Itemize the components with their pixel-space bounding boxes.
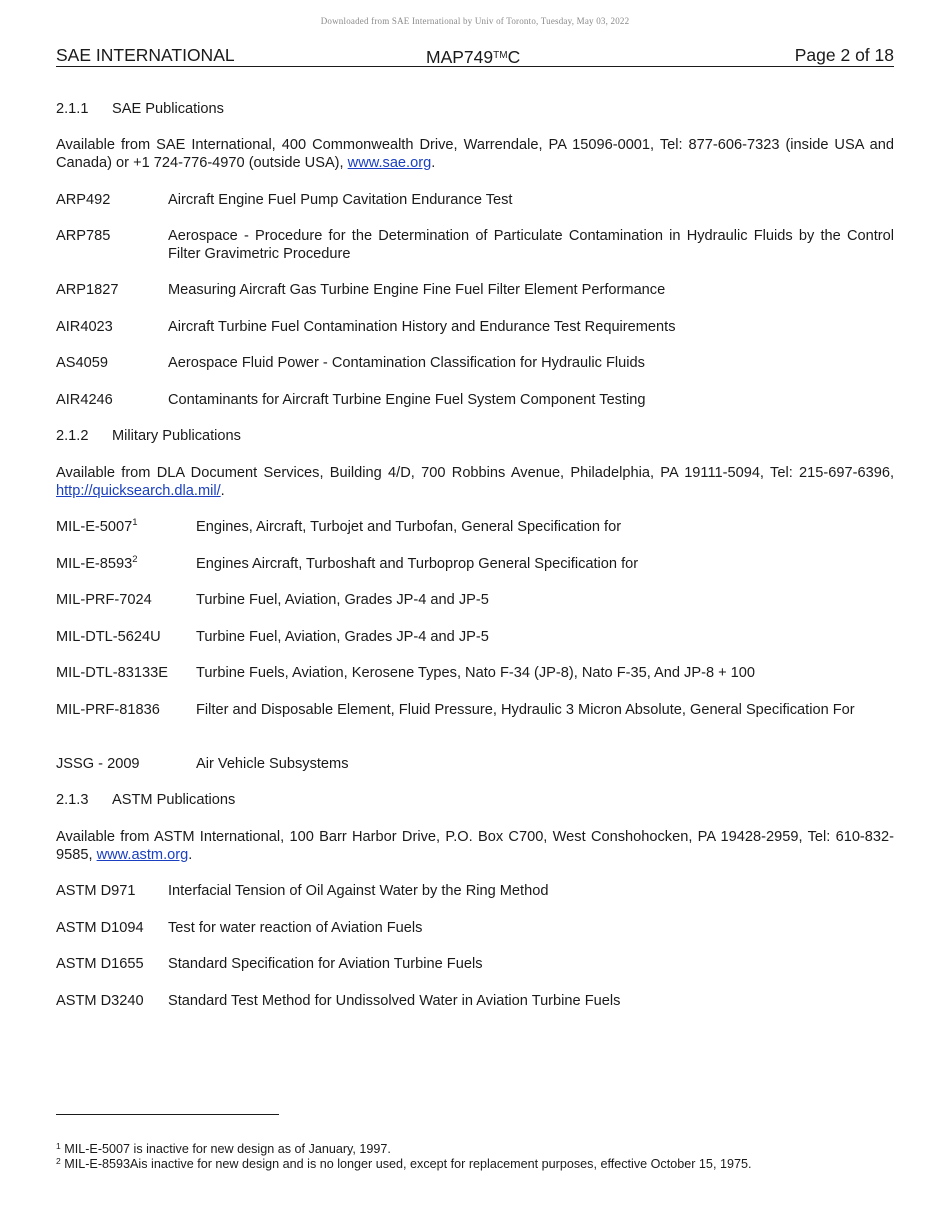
reference-title: Aircraft Engine Fuel Pump Cavitation Endurance Test	[168, 192, 513, 208]
reference-title: Air Vehicle Subsystems	[196, 756, 349, 772]
reference-code-text: MIL-E-8593	[56, 556, 133, 572]
footnote-mark: 1	[56, 1141, 61, 1151]
reference-title: Aircraft Turbine Fuel Contamination History and Endurance Test Requirements	[168, 319, 676, 335]
period: .	[188, 847, 193, 863]
reference-code: AS4059	[56, 355, 108, 371]
period: .	[220, 483, 225, 499]
reference-code	[56, 518, 138, 536]
footnote-2	[56, 1157, 894, 1172]
section-title: SAE Publications	[112, 101, 224, 117]
footnote-1	[56, 1142, 894, 1157]
section-number: 2.1.1	[56, 101, 89, 117]
header-doc-suffix: C	[507, 47, 521, 67]
reference-title: Engines, Aircraft, Turbojet and Turbofan, General Specification for	[196, 519, 622, 535]
reference-code: ASTM D1655	[56, 956, 144, 972]
astm-availability	[56, 828, 894, 864]
reference-code: ASTM D3240	[56, 993, 144, 1009]
reference-title: Standard Specification for Aviation Turbine Fuels	[168, 956, 483, 972]
reference-title: Engines Aircraft, Turboshaft and Turboprop General Specification for	[196, 556, 639, 572]
footnote-text: MIL-E-8593Ais inactive for new design and is no longer used, except for replacement purposes, effective October 15, 1975.	[60, 1157, 752, 1171]
period: .	[431, 155, 436, 171]
reference-code: AIR4023	[56, 319, 113, 335]
section-title: ASTM Publications	[112, 792, 236, 808]
download-watermark: Downloaded from SAE International by Univ of Toronto, Tuesday, May 03, 2022	[320, 16, 630, 26]
reference-code	[56, 555, 138, 573]
reference-title: Filter and Disposable Element, Fluid Pressure, Hydraulic 3 Micron Absolute, General Specification For	[196, 702, 855, 718]
section-number: 2.1.3	[56, 792, 89, 808]
military-availability	[56, 464, 894, 500]
footnote-text: MIL-E-5007 is inactive for new design as of January, 1997.	[60, 1142, 391, 1156]
header-page-number: Page 2 of 18	[794, 45, 894, 65]
section-heading-astm	[56, 791, 235, 809]
section-heading-sae	[56, 100, 224, 118]
section-number: 2.1.2	[56, 428, 89, 444]
reference-title: Turbine Fuel, Aviation, Grades JP-4 and JP-5	[196, 629, 489, 645]
availability-text: Available from SAE International, 400 Commonwealth Drive, Warrendale, PA 15096-0001, Tel: 877-606-7323 (inside USA and Canada) or +1 724-776-4970 (outside USA),	[56, 137, 894, 171]
reference-title: Test for water reaction of Aviation Fuels	[168, 920, 423, 936]
reference-code: MIL-PRF-81836	[56, 702, 160, 718]
page-header	[56, 45, 894, 67]
reference-code: MIL-PRF-7024	[56, 592, 152, 608]
reference-code: MIL-DTL-83133E	[56, 665, 168, 681]
reference-title: Measuring Aircraft Gas Turbine Engine Fine Fuel Filter Element Performance	[168, 282, 666, 298]
availability-text: Available from ASTM International, 100 Barr Harbor Drive, P.O. Box C700, West Conshohocken, PA 19428-2959, Tel: 610-832-9585,	[56, 829, 894, 863]
reference-code: JSSG - 2009	[56, 756, 140, 772]
reference-title: Aerospace - Procedure for the Determination of Particulate Contamination in Hydraulic Fluids by the Control Filter Gravimetric Procedure	[168, 228, 894, 262]
header-document-id	[426, 45, 520, 68]
footnote-ref-2[interactable]: 2	[132, 554, 138, 565]
sae-website-link[interactable]: www.sae.org	[347, 155, 432, 171]
reference-code: MIL-DTL-5624U	[56, 629, 161, 645]
footnote-ref-1[interactable]: 1	[132, 517, 138, 528]
reference-code: ARP1827	[56, 282, 119, 298]
reference-code: ASTM D971	[56, 883, 136, 899]
footnote-divider	[56, 1114, 279, 1115]
section-title: Military Publications	[112, 428, 241, 444]
reference-title: Turbine Fuel, Aviation, Grades JP-4 and JP-5	[196, 592, 489, 608]
reference-title: Aerospace Fluid Power - Contamination Classification for Hydraulic Fluids	[168, 355, 645, 371]
reference-title: Turbine Fuels, Aviation, Kerosene Types, Nato F-34 (JP-8), Nato F-35, And JP-8 + 100	[196, 665, 756, 681]
reference-code: ASTM D1094	[56, 920, 144, 936]
sae-availability	[56, 136, 894, 172]
reference-title: Standard Test Method for Undissolved Water in Aviation Turbine Fuels	[168, 993, 621, 1009]
section-heading-military	[56, 427, 241, 445]
reference-code: ARP492	[56, 192, 111, 208]
reference-code-text: MIL-E-5007	[56, 519, 133, 535]
header-publisher: SAE INTERNATIONAL	[56, 45, 235, 65]
reference-title: Interfacial Tension of Oil Against Water by the Ring Method	[168, 883, 549, 899]
dla-website-link[interactable]: http://quicksearch.dla.mil/	[56, 483, 221, 499]
trademark-mark: TM	[493, 50, 508, 61]
availability-text: Available from DLA Document Services, Building 4/D, 700 Robbins Avenue, Philadelphia, PA 19111-5094, Tel: 215-697-6396,	[56, 465, 894, 481]
reference-code: ARP785	[56, 228, 111, 244]
header-doc-number: MAP749	[426, 47, 494, 67]
reference-code: AIR4246	[56, 392, 113, 408]
reference-title: Contaminants for Aircraft Turbine Engine Fuel System Component Testing	[168, 392, 646, 408]
footnote-mark: 2	[56, 1156, 61, 1166]
astm-website-link[interactable]: www.astm.org	[96, 847, 189, 863]
